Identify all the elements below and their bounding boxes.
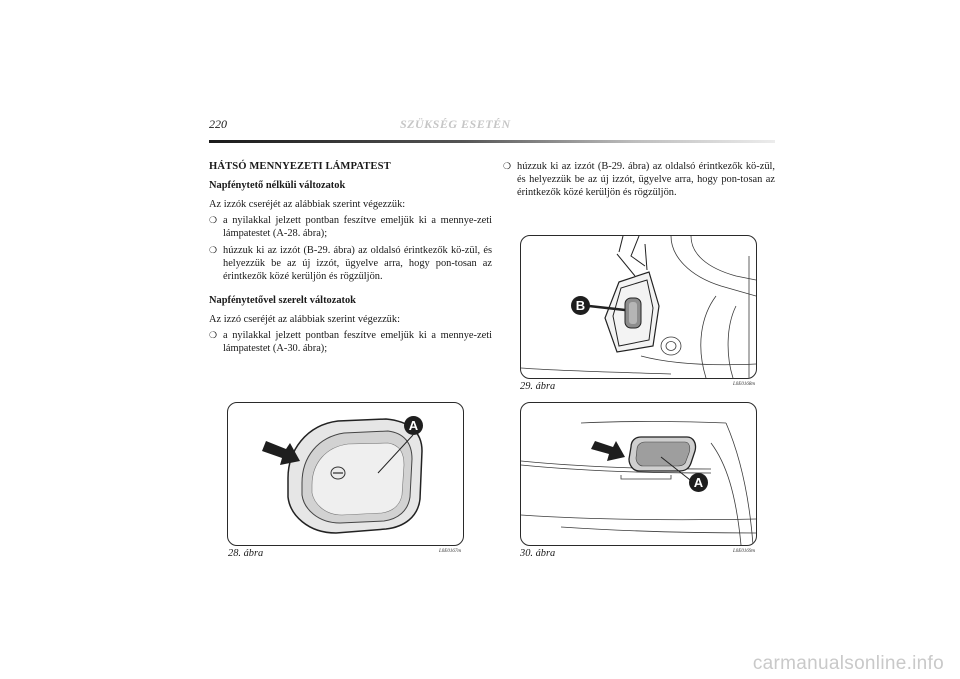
figure-29-illustration — [521, 236, 756, 378]
subsection-2-intro: Az izzó cseréjét az alábbiak szerint végezzük: — [209, 314, 400, 325]
bullet-circle-icon: ❍ — [209, 330, 218, 340]
section-title: SZÜKSÉG ESETÉN — [400, 117, 511, 131]
label-a-badge: A — [689, 473, 708, 492]
figure-28-code: L0E0167m — [439, 549, 461, 554]
list-item-text: a nyilakkal jelzett pontban feszítve emeljük ki a mennye-zeti lámpatestet (A-28. ábra); — [223, 215, 492, 239]
figure-28-illustration — [228, 403, 463, 545]
header-divider — [209, 140, 775, 143]
figure-30-caption: 30. ábra — [520, 548, 556, 559]
main-heading: HÁTSÓ MENNYEZETI LÁMPATEST — [209, 161, 391, 172]
label-b-badge: B — [571, 296, 590, 315]
subsection-1-title: Napfénytető nélküli változatok — [209, 180, 346, 191]
figure-30 — [520, 402, 757, 546]
list-item-text: a nyilakkal jelzett pontban feszítve emeljük ki a mennye-zeti lámpatestet (A-30. ábra); — [223, 330, 492, 354]
list-item-text: húzzuk ki az izzót (B-29. ábra) az oldalsó érintkezők kö-zül, és helyezzük be az új izzót, ügyelve arra, hogy pon-tosan az érintkezők közé kerüljön és rögzüljön. — [517, 161, 775, 198]
subsection-2-title: Napfénytetővel szerelt változatok — [209, 295, 356, 306]
bullet-circle-icon: ❍ — [503, 161, 512, 171]
figure-28 — [227, 402, 464, 546]
list-item-text: húzzuk ki az izzót (B-29. ábra) az oldalsó érintkezők kö-zül, és helyezzük be az új izzót, ügyelve arra, hogy pon-tosan az érintkezők közé kerüljön és rögzüljön. — [223, 245, 492, 282]
bullet-circle-icon: ❍ — [209, 245, 218, 255]
watermark: carmanualsonline.info — [752, 653, 944, 674]
label-a-badge: A — [404, 416, 423, 435]
list-item — [209, 244, 492, 283]
list-item — [209, 329, 492, 355]
figure-28-caption: 28. ábra — [228, 548, 264, 559]
figure-30-illustration — [521, 403, 756, 545]
figure-29 — [520, 235, 757, 379]
left-column — [209, 160, 492, 359]
right-column — [503, 160, 775, 203]
figure-30-code: L0E0169m — [733, 549, 755, 554]
figure-29-caption: 29. ábra — [520, 381, 556, 392]
bullet-circle-icon: ❍ — [209, 215, 218, 225]
figure-29-code: L0E0168m — [733, 382, 755, 387]
subsection-1-intro: Az izzók cseréjét az alábbiak szerint végezzük: — [209, 199, 406, 210]
list-item — [209, 214, 492, 240]
page-number: 220 — [209, 117, 227, 131]
list-item — [503, 160, 775, 199]
